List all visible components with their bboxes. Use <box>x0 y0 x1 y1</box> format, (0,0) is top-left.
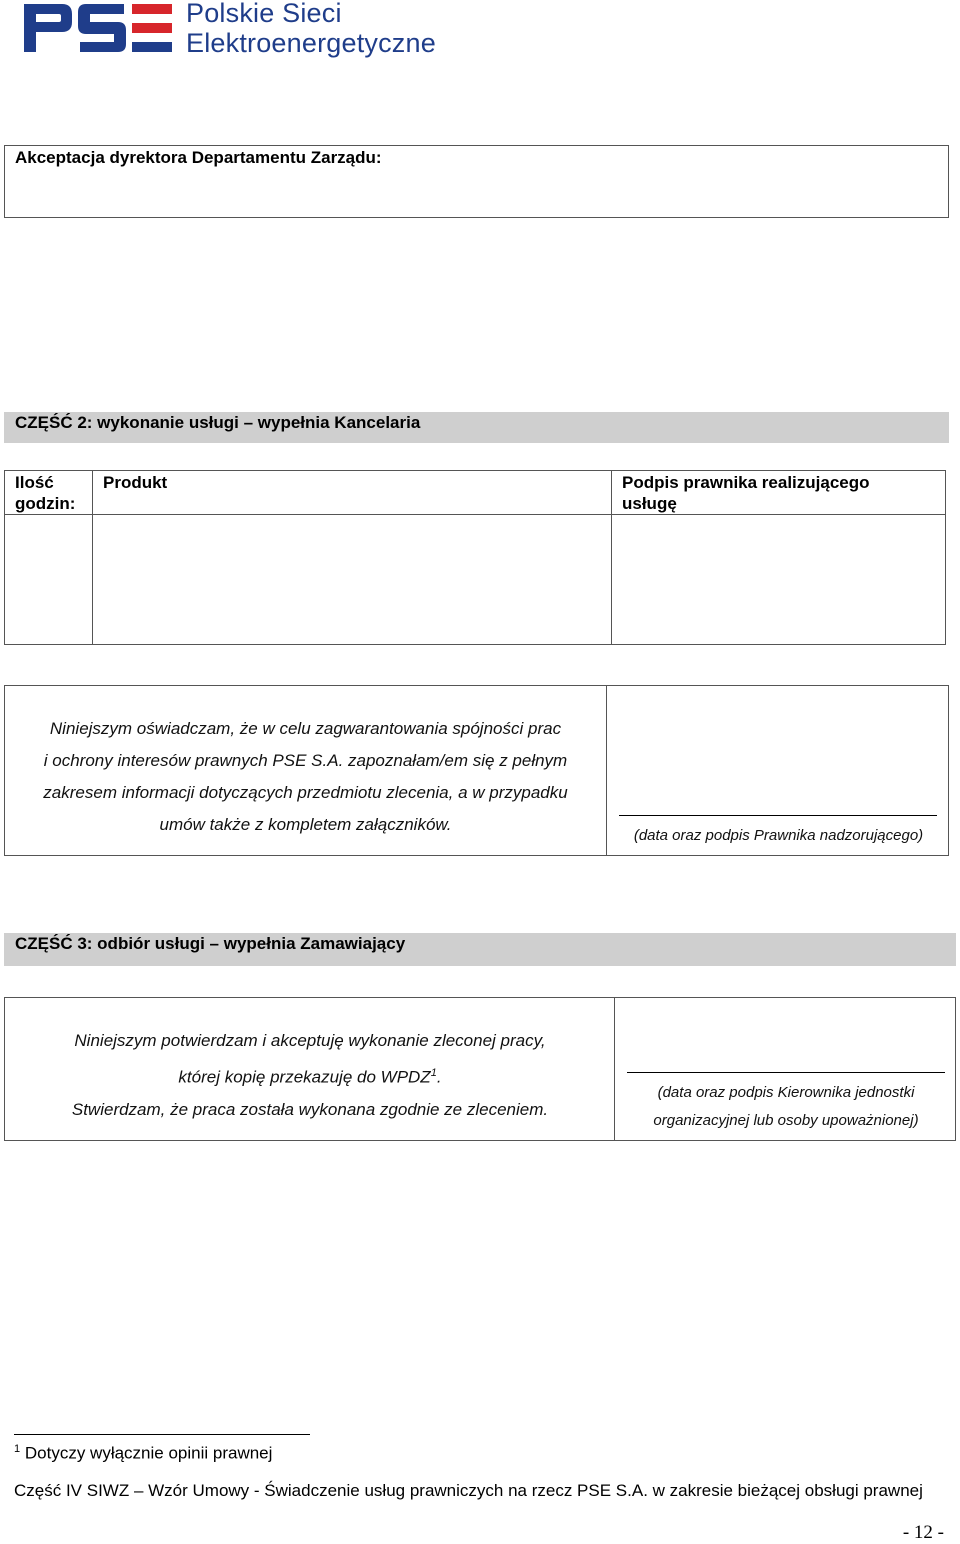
confirmation-divider <box>614 998 615 1140</box>
part3-confirmation-box <box>4 997 956 1141</box>
table-header-divider <box>5 514 945 515</box>
column-product: Produkt <box>103 473 168 492</box>
column-lawyer-signature: Podpis prawnika realizującego usługę <box>622 473 870 513</box>
confirmation-line-2-end: . <box>436 1067 442 1087</box>
column-hours: Ilość godzin: <box>15 473 76 513</box>
declaration-line: i ochrony interesów prawnych PSE S.A. zapoznałam/em się z pełnym <box>43 751 568 770</box>
declaration-text <box>13 713 598 841</box>
confirmation-line-1: Niniejszym potwierdzam i akceptuję wykonanie zleconej pracy, <box>74 1031 546 1050</box>
part2-heading-bar <box>4 412 949 443</box>
company-name-line1: Polskie Sieci <box>186 0 342 28</box>
footnote-separator <box>14 1434 310 1435</box>
part2-table <box>4 470 946 645</box>
supervising-lawyer-caption: (data oraz podpis Prawnika nadzorującego) <box>633 827 924 844</box>
manager-signature-line <box>627 1072 945 1073</box>
pse-logo <box>22 2 172 54</box>
confirmation-line-2-text: której kopię przekazuję do WPDZ <box>178 1067 431 1087</box>
table-col-divider-2 <box>611 471 612 644</box>
page-number: - 12 - <box>902 1522 944 1543</box>
confirmation-line-2 <box>11 1057 609 1094</box>
footnote-ref: 1 <box>430 1067 437 1079</box>
declaration-line: zakresem informacji dotyczących przedmiotu zlecenia, a w przypadku <box>43 783 568 802</box>
footnote <box>14 1443 272 1464</box>
part2-heading: CZĘŚĆ 2: wykonanie usługi – wypełnia Kancelaria <box>15 413 421 432</box>
part3-heading: CZĘŚĆ 3: odbiór usługi – wypełnia Zamawiający <box>15 934 406 953</box>
part3-heading-bar <box>4 933 956 966</box>
company-name-line2: Elektroenergetyczne <box>186 28 436 58</box>
acceptance-label: Akceptacja dyrektora Departamentu Zarządu: <box>15 148 382 167</box>
acceptance-box <box>4 145 949 218</box>
confirmation-line-3: Stwierdzam, że praca została wykonana zgodnie ze zleceniem. <box>71 1099 549 1119</box>
footnote-number: 1 <box>14 1443 21 1455</box>
declaration-divider <box>606 686 607 855</box>
confirmation-text <box>11 1025 609 1126</box>
manager-caption-1: (data oraz podpis Kierownika jednostki <box>657 1084 915 1101</box>
declaration-line: umów także z kompletem załączników. <box>159 815 452 834</box>
part2-declaration-box <box>4 685 949 856</box>
table-col-divider-1 <box>92 471 93 644</box>
footnote-text: Dotyczy wyłącznie opinii prawnej <box>24 1443 273 1463</box>
manager-caption-2: organizacyjnej lub osoby upoważnionej) <box>653 1112 919 1129</box>
pse-logo-mark <box>22 2 172 54</box>
declaration-line: Niniejszym oświadczam, że w celu zagwarantowania spójności prac <box>49 719 562 738</box>
footer-text: Część IV SIWZ – Wzór Umowy - Świadczenie usług prawniczych na rzecz PSE S.A. w zakresie bieżącej obsługi prawnej <box>14 1481 923 1500</box>
signature-line <box>619 815 937 816</box>
